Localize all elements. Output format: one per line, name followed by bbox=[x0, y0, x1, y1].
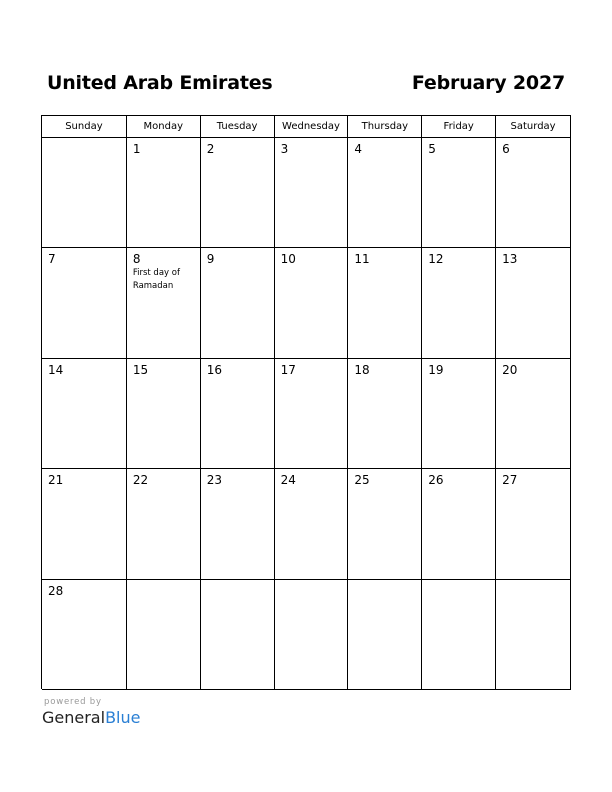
day-number: 15 bbox=[132, 362, 149, 377]
day-number: 1 bbox=[132, 142, 141, 156]
day-number: 12 bbox=[428, 252, 444, 267]
day-cell bbox=[42, 248, 127, 358]
day-number: 17 bbox=[280, 362, 296, 377]
day-number: 3 bbox=[280, 142, 289, 156]
day-cell bbox=[127, 248, 201, 358]
day-cell bbox=[42, 580, 127, 690]
day-cell bbox=[275, 469, 349, 579]
day-cell bbox=[275, 580, 349, 690]
day-cell bbox=[275, 359, 349, 469]
day-cell bbox=[127, 138, 201, 248]
day-cell bbox=[275, 138, 349, 248]
day-number: 13 bbox=[502, 252, 518, 267]
day-number: 2 bbox=[206, 142, 215, 156]
day-cell bbox=[348, 469, 422, 579]
day-cell bbox=[422, 469, 496, 579]
day-number: 14 bbox=[48, 362, 64, 377]
brand-name-part1: General bbox=[42, 708, 106, 727]
day-cell bbox=[127, 580, 201, 690]
day-number: 20 bbox=[502, 362, 518, 377]
day-cell bbox=[201, 469, 275, 579]
day-cell bbox=[201, 359, 275, 469]
day-number: 6 bbox=[502, 142, 510, 156]
day-cell bbox=[275, 248, 349, 358]
brand-logo[interactable] bbox=[42, 708, 140, 727]
week-row bbox=[42, 248, 571, 358]
weekday-header-row bbox=[42, 116, 571, 138]
weekday-header: Tuesday bbox=[201, 116, 275, 138]
day-cell bbox=[201, 248, 275, 358]
day-number: 11 bbox=[354, 252, 370, 267]
day-number: 4 bbox=[354, 142, 363, 156]
day-number: 7 bbox=[48, 252, 56, 267]
powered-by-text: powered by bbox=[44, 697, 102, 707]
calendar-grid bbox=[41, 115, 571, 689]
weekday-header: Wednesday bbox=[275, 116, 349, 138]
week-row bbox=[42, 138, 571, 248]
day-cell bbox=[422, 580, 496, 690]
day-number: 26 bbox=[428, 473, 444, 488]
weekday-header: Saturday bbox=[496, 116, 571, 138]
brand-name-part2: Blue bbox=[105, 708, 141, 727]
day-cell bbox=[496, 580, 571, 690]
week-row bbox=[42, 580, 571, 690]
day-number: 16 bbox=[206, 362, 222, 377]
day-cell bbox=[422, 138, 496, 248]
day-number: 27 bbox=[502, 473, 518, 488]
day-cell bbox=[127, 359, 201, 469]
day-number: 21 bbox=[48, 473, 64, 488]
day-cell bbox=[127, 469, 201, 579]
day-cell bbox=[348, 248, 422, 358]
day-cell bbox=[201, 138, 275, 248]
day-cell bbox=[496, 469, 571, 579]
day-number: 10 bbox=[280, 252, 296, 267]
day-number: 18 bbox=[354, 362, 370, 377]
day-cell bbox=[348, 580, 422, 690]
day-cell bbox=[201, 580, 275, 690]
day-number: 25 bbox=[354, 473, 370, 488]
day-number: 5 bbox=[428, 142, 436, 156]
day-cell bbox=[42, 469, 127, 579]
weekday-header: Friday bbox=[422, 116, 496, 138]
week-row bbox=[42, 469, 571, 579]
day-number: 28 bbox=[48, 583, 64, 598]
day-cell bbox=[496, 359, 571, 469]
day-number: 24 bbox=[280, 473, 296, 488]
day-cell bbox=[42, 359, 127, 469]
week-row bbox=[42, 359, 571, 469]
day-number: 9 bbox=[206, 252, 215, 267]
day-cell bbox=[42, 138, 127, 248]
weekday-header: Sunday bbox=[42, 116, 127, 138]
day-number: 23 bbox=[206, 473, 222, 488]
day-number: 22 bbox=[132, 473, 149, 488]
day-cell bbox=[496, 248, 571, 358]
day-cell bbox=[422, 248, 496, 358]
day-cell bbox=[348, 359, 422, 469]
weekday-header: Monday bbox=[127, 116, 201, 138]
holiday-label: First day of Ramadan bbox=[132, 268, 180, 292]
day-number: 8 bbox=[132, 252, 141, 267]
weekday-header: Thursday bbox=[348, 116, 422, 138]
month-year-title: February 2027 bbox=[411, 72, 565, 94]
day-number: 19 bbox=[428, 362, 444, 377]
day-cell bbox=[348, 138, 422, 248]
country-title: United Arab Emirates bbox=[47, 72, 273, 94]
day-cell bbox=[496, 138, 571, 248]
day-cell bbox=[422, 359, 496, 469]
